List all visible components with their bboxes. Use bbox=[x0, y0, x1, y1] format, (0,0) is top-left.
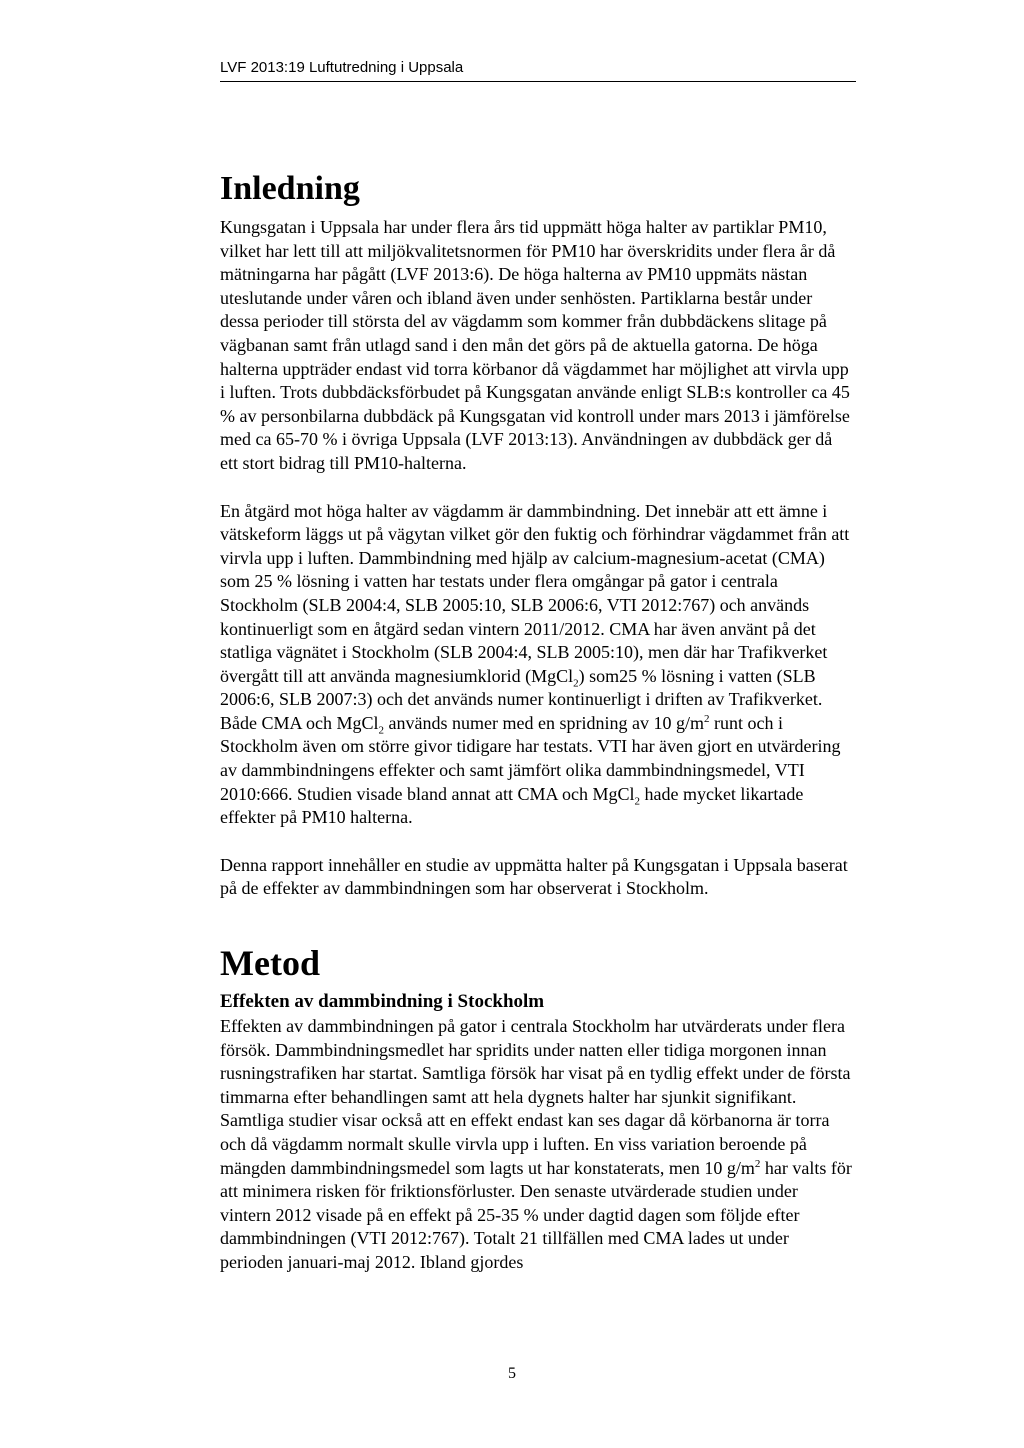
heading-metod: Metod bbox=[220, 943, 320, 984]
metod-paragraph-1 bbox=[220, 1015, 852, 1275]
superscript: 2 bbox=[703, 712, 710, 725]
subheading-effekten: Effekten av dammbindning i Stockholm bbox=[220, 991, 545, 1013]
text-run: En åtgärd mot höga halter av vägdamm är dammbindning. Det innebär att ett ämne i vätskeform läggs ut på vägytan vilket gör den fuktig och förhindrar vägdammet från att virvla upp i luften. Dammbindning med hjälp av calcium-magnesium-acetat (CMA) som 25 % lösning i vatten har testats under flera omgångar på gator i centrala Stockholm (SLB 2004:4, SLB 2005:10, SLB 2006:6, VTI 2012:767) och används kontinuerligt som en åtgärd sedan vintern 2011/2012. CMA har även använt på det statliga vägnätet i Stockholm (SLB 2004:4, SLB 2005:10), men där har Trafikverket övergått till att använda magnesiumklorid (MgCl bbox=[220, 500, 850, 686]
superscript: 2 bbox=[754, 1157, 761, 1170]
text-run: har valts för att minimera risken för friktionsförluster. Den senaste utvärderade studien under vintern 2012 visade på en effekt på 25-35 % under dagtid dagen som följde efter dammbindningen (VTI 2012:767). Totalt 21 tillfällen med CMA lades ut under perioden januari-maj 2012. Ibland gjordes bbox=[220, 1157, 852, 1272]
text-run: hade mycket likartade effekter på PM10 halterna. bbox=[220, 783, 804, 828]
text-run: ) som25 % lösning i vatten (SLB 2006:6, SLB 2007:3) och det används numer kontinuerligt i driften av Trafikverket. Både CMA och MgCl bbox=[220, 665, 823, 733]
text-run: runt och i Stockholm även om större givor tidigare har testats. VTI har även gjort en utvärdering av dammbindningens effekter och samt jämfört olika dammbindningsmedel, VTI 2010:666. Studien visade bland annat att CMA och MgCl bbox=[220, 712, 841, 804]
page-number: 5 bbox=[508, 1365, 516, 1382]
subscript: 2 bbox=[378, 724, 385, 737]
subscript: 2 bbox=[634, 795, 640, 808]
header-rule bbox=[220, 81, 856, 82]
text-run: används numer med en spridning av 10 g/m bbox=[384, 712, 704, 733]
subscript: 2 bbox=[573, 677, 579, 690]
page-content bbox=[220, 160, 852, 1299]
inledning-paragraph-2 bbox=[220, 500, 852, 830]
running-header: LVF 2013:19 Luftutredning i Uppsala bbox=[220, 59, 464, 76]
inledning-paragraph-3: Denna rapport innehåller en studie av uppmätta halter på Kungsgatan i Uppsala baserat på de effekter av dammbindningen som har observerat i Stockholm. bbox=[220, 854, 848, 899]
inledning-paragraph-1: Kungsgatan i Uppsala har under flera års tid uppmätt höga halter av partiklar PM10, vilket har lett till att miljökvalitetsnormen för PM10 har överskridits under flera år då mätningarna har pågått (LVF 2013:6). De höga halterna av PM10 uppmäts nästan uteslutande under våren och ibland även under senhösten. Partiklarna består under dessa perioder till största del av vägdamm som kommer från dubbdäckens slitage på vägbanan samt från utlagd sand i den mån det görs på de aktuella gatorna. De höga halterna uppträder endast vid torra körbanor då vägdammet har möjlighet att virvla upp i luften. Trots dubbdäcksförbudet på Kungsgatan använde enligt SLB:s kontroller ca 45 % av personbilarna dubbdäck på Kungsgatan vid kontroll under mars 2013 i jämförelse med ca 65-70 % i övriga Uppsala (LVF 2013:13). Användningen av dubbdäck ger då ett stort bidrag till PM10-halterna. bbox=[220, 217, 850, 473]
text-run: Effekten av dammbindningen på gator i centrala Stockholm har utvärderats under flera försök. Dammbindningsmedlet har spridits under natten eller tidiga morgonen innan rusningstrafiken har startat. Samtliga försök har visat på en tydlig effekt under de första timmarna efter behandlingen samt att hela dygnets halter har sjunkit signifikant. Samtliga studier visar också att en effekt endast kan ses dagar då körbanorna är torra och då vägdamm normalt skulle virvla upp i luften. En viss variation beroende på mängden dammbindningsmedel som lagts ut har konstaterats, men 10 g/m bbox=[220, 1016, 851, 1178]
heading-inledning: Inledning bbox=[220, 170, 360, 207]
